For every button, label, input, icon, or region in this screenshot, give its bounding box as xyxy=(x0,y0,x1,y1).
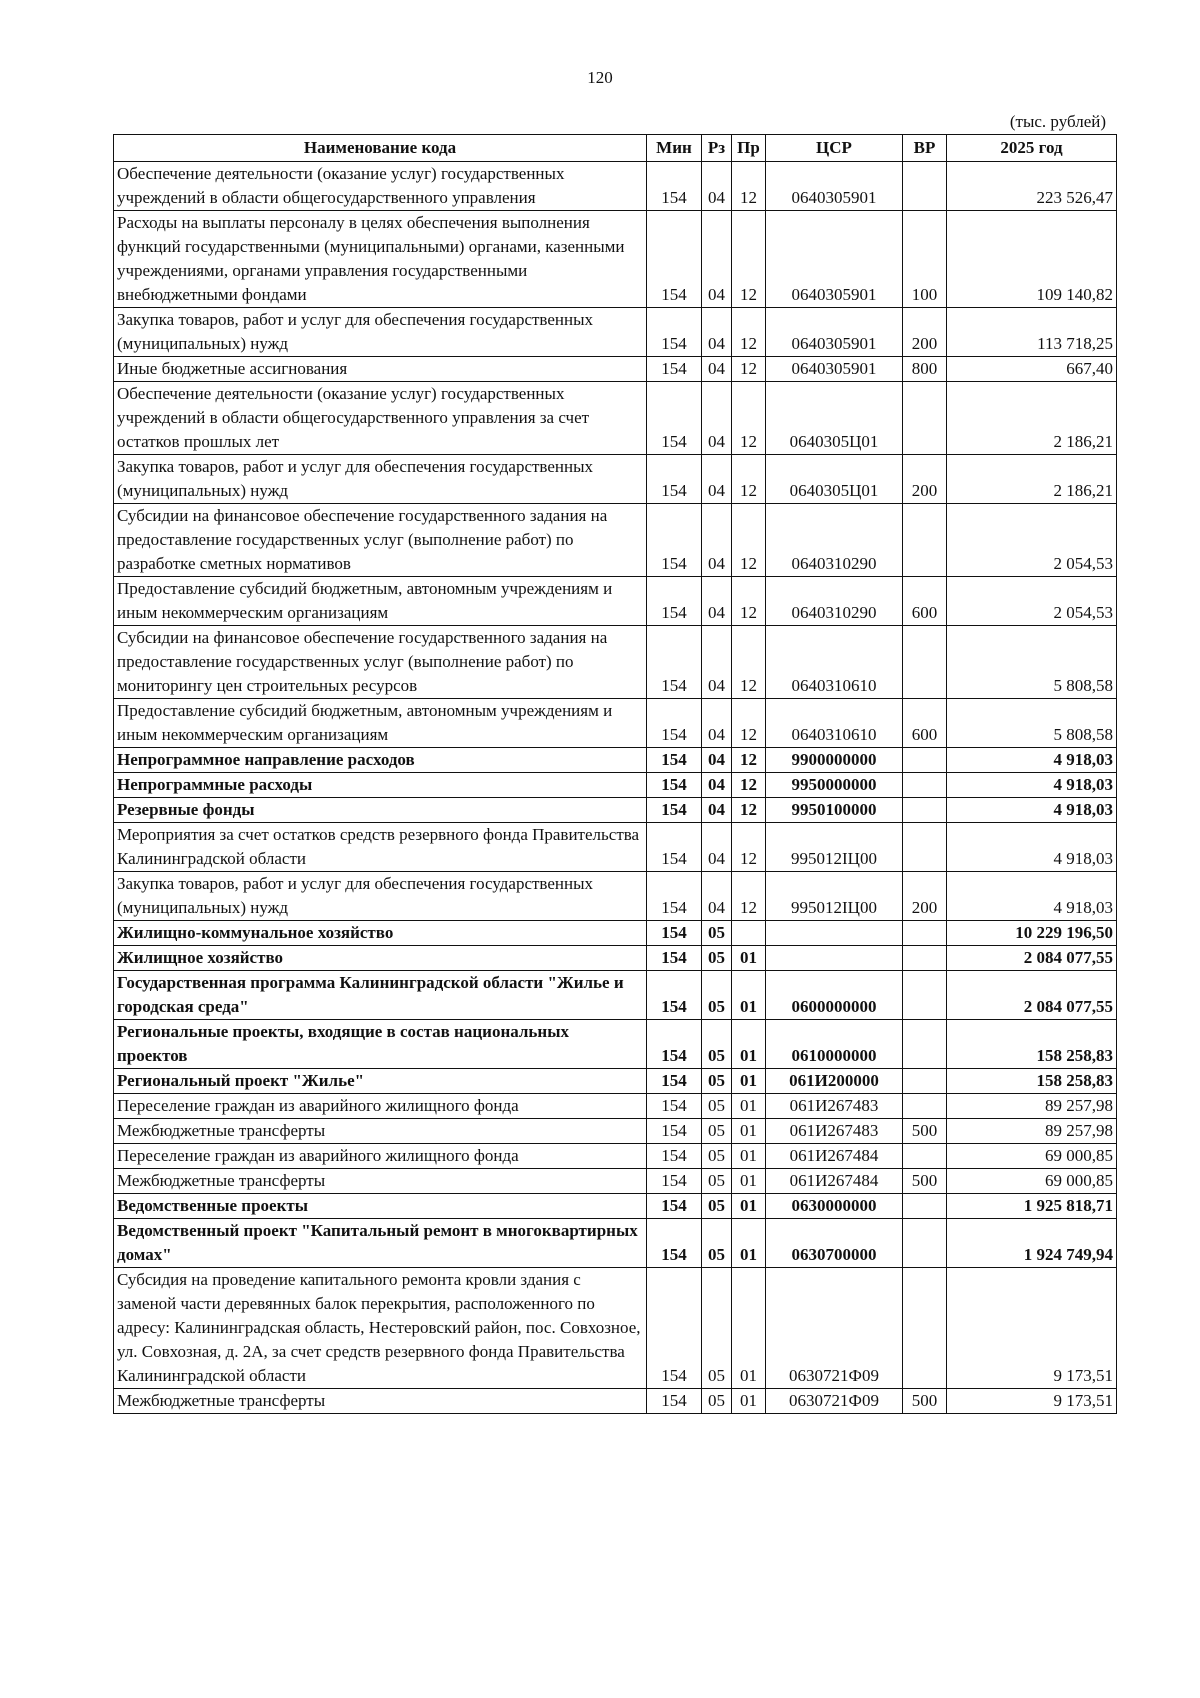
cell-rz: 05 xyxy=(702,1194,732,1219)
table-row xyxy=(114,823,1117,872)
cell-csr: 995012IЦ00 xyxy=(766,823,903,872)
cell-min: 154 xyxy=(647,162,702,211)
cell-pr: 01 xyxy=(732,1094,766,1119)
cell-name: Предоставление субсидий бюджетным, автономным учреждениям и иным некоммерческим организациям xyxy=(114,699,647,748)
cell-csr: 0630721Ф09 xyxy=(766,1268,903,1389)
cell-rz: 05 xyxy=(702,1094,732,1119)
table-row xyxy=(114,357,1117,382)
cell-name: Межбюджетные трансферты xyxy=(114,1389,647,1414)
cell-rz: 05 xyxy=(702,1144,732,1169)
cell-name: Межбюджетные трансферты xyxy=(114,1169,647,1194)
table-row xyxy=(114,1119,1117,1144)
budget-table xyxy=(113,134,1117,1414)
cell-csr: 9950000000 xyxy=(766,773,903,798)
cell-pr: 01 xyxy=(732,1268,766,1389)
header-min: Мин xyxy=(647,135,702,162)
cell-min: 154 xyxy=(647,971,702,1020)
cell-amount: 5 808,58 xyxy=(947,699,1117,748)
cell-pr: 01 xyxy=(732,1069,766,1094)
header-vr: ВР xyxy=(903,135,947,162)
cell-name: Жилищно-коммунальное хозяйство xyxy=(114,921,647,946)
cell-pr: 12 xyxy=(732,773,766,798)
table-row xyxy=(114,1194,1117,1219)
cell-min: 154 xyxy=(647,1389,702,1414)
cell-min: 154 xyxy=(647,455,702,504)
cell-name: Мероприятия за счет остатков средств резервного фонда Правительства Калининградской области xyxy=(114,823,647,872)
table-row xyxy=(114,1219,1117,1268)
cell-name: Субсидии на финансовое обеспечение государственного задания на предоставление государственных услуг (выполнение работ) по мониторингу цен строительных ресурсов xyxy=(114,626,647,699)
cell-vr xyxy=(903,1020,947,1069)
cell-amount: 158 258,83 xyxy=(947,1020,1117,1069)
cell-vr xyxy=(903,748,947,773)
header-name: Наименование кода xyxy=(114,135,647,162)
cell-amount: 223 526,47 xyxy=(947,162,1117,211)
cell-vr xyxy=(903,1094,947,1119)
cell-pr: 01 xyxy=(732,1144,766,1169)
cell-pr: 01 xyxy=(732,1194,766,1219)
cell-name: Резервные фонды xyxy=(114,798,647,823)
cell-csr: 0610000000 xyxy=(766,1020,903,1069)
cell-vr xyxy=(903,1069,947,1094)
cell-csr: 995012IЦ00 xyxy=(766,872,903,921)
cell-amount: 1 924 749,94 xyxy=(947,1219,1117,1268)
cell-name: Закупка товаров, работ и услуг для обеспечения государственных (муниципальных) нужд xyxy=(114,455,647,504)
cell-amount: 4 918,03 xyxy=(947,773,1117,798)
cell-csr: 0640305901 xyxy=(766,308,903,357)
cell-min: 154 xyxy=(647,577,702,626)
cell-rz: 05 xyxy=(702,921,732,946)
cell-rz: 04 xyxy=(702,382,732,455)
cell-amount: 2 186,21 xyxy=(947,382,1117,455)
cell-rz: 04 xyxy=(702,748,732,773)
cell-vr: 500 xyxy=(903,1389,947,1414)
cell-csr: 0640305901 xyxy=(766,357,903,382)
header-csr: ЦСР xyxy=(766,135,903,162)
cell-vr: 800 xyxy=(903,357,947,382)
table-row xyxy=(114,1389,1117,1414)
units-note: (тыс. рублей) xyxy=(1009,112,1106,131)
cell-vr xyxy=(903,946,947,971)
page-number: 120 xyxy=(587,68,613,87)
cell-rz: 04 xyxy=(702,357,732,382)
cell-min: 154 xyxy=(647,1094,702,1119)
cell-vr xyxy=(903,1194,947,1219)
cell-pr: 12 xyxy=(732,455,766,504)
cell-amount: 4 918,03 xyxy=(947,823,1117,872)
table-row xyxy=(114,211,1117,308)
cell-rz: 04 xyxy=(702,699,732,748)
cell-csr: 0640310290 xyxy=(766,577,903,626)
cell-min: 154 xyxy=(647,823,702,872)
cell-amount: 1 925 818,71 xyxy=(947,1194,1117,1219)
cell-pr: 12 xyxy=(732,211,766,308)
cell-name: Ведомственные проекты xyxy=(114,1194,647,1219)
cell-rz: 05 xyxy=(702,971,732,1020)
cell-min: 154 xyxy=(647,748,702,773)
cell-vr: 500 xyxy=(903,1169,947,1194)
cell-min: 154 xyxy=(647,1268,702,1389)
cell-pr: 12 xyxy=(732,308,766,357)
cell-amount: 89 257,98 xyxy=(947,1119,1117,1144)
table-row xyxy=(114,382,1117,455)
table-row xyxy=(114,872,1117,921)
cell-csr xyxy=(766,921,903,946)
cell-csr: 061И267483 xyxy=(766,1119,903,1144)
table-row xyxy=(114,773,1117,798)
cell-amount: 2 084 077,55 xyxy=(947,946,1117,971)
cell-amount: 9 173,51 xyxy=(947,1268,1117,1389)
cell-csr: 0640305901 xyxy=(766,162,903,211)
table-row xyxy=(114,971,1117,1020)
cell-amount: 2 084 077,55 xyxy=(947,971,1117,1020)
cell-amount: 5 808,58 xyxy=(947,626,1117,699)
cell-min: 154 xyxy=(647,382,702,455)
cell-vr xyxy=(903,1268,947,1389)
cell-rz: 04 xyxy=(702,504,732,577)
cell-rz: 05 xyxy=(702,1169,732,1194)
cell-pr: 12 xyxy=(732,823,766,872)
cell-rz: 05 xyxy=(702,1119,732,1144)
cell-csr: 0630721Ф09 xyxy=(766,1389,903,1414)
cell-min: 154 xyxy=(647,626,702,699)
cell-amount: 4 918,03 xyxy=(947,872,1117,921)
cell-name: Непрограммные расходы xyxy=(114,773,647,798)
cell-csr: 0640305Ц01 xyxy=(766,382,903,455)
cell-name: Ведомственный проект "Капитальный ремонт в многоквартирных домах" xyxy=(114,1219,647,1268)
cell-name: Жилищное хозяйство xyxy=(114,946,647,971)
table-row xyxy=(114,699,1117,748)
cell-min: 154 xyxy=(647,798,702,823)
cell-min: 154 xyxy=(647,921,702,946)
cell-amount: 69 000,85 xyxy=(947,1169,1117,1194)
table-row xyxy=(114,162,1117,211)
cell-pr: 01 xyxy=(732,1169,766,1194)
cell-min: 154 xyxy=(647,1020,702,1069)
table-row xyxy=(114,1169,1117,1194)
cell-vr: 600 xyxy=(903,577,947,626)
cell-vr xyxy=(903,921,947,946)
cell-min: 154 xyxy=(647,946,702,971)
cell-name: Государственная программа Калининградской области "Жилье и городская среда" xyxy=(114,971,647,1020)
cell-vr xyxy=(903,626,947,699)
cell-csr: 061И200000 xyxy=(766,1069,903,1094)
cell-name: Закупка товаров, работ и услуг для обеспечения государственных (муниципальных) нужд xyxy=(114,308,647,357)
cell-amount: 4 918,03 xyxy=(947,798,1117,823)
cell-pr xyxy=(732,921,766,946)
cell-amount: 113 718,25 xyxy=(947,308,1117,357)
cell-min: 154 xyxy=(647,1169,702,1194)
cell-rz: 04 xyxy=(702,211,732,308)
cell-name: Обеспечение деятельности (оказание услуг) государственных учреждений в области общегосударственного управления за счет остатков прошлых лет xyxy=(114,382,647,455)
cell-name: Субсидии на финансовое обеспечение государственного задания на предоставление государственных услуг (выполнение работ) по разработке сметных нормативов xyxy=(114,504,647,577)
cell-min: 154 xyxy=(647,872,702,921)
cell-csr: 0640310610 xyxy=(766,699,903,748)
cell-csr: 0600000000 xyxy=(766,971,903,1020)
cell-min: 154 xyxy=(647,1144,702,1169)
cell-vr: 500 xyxy=(903,1119,947,1144)
cell-pr: 12 xyxy=(732,798,766,823)
cell-csr: 0630700000 xyxy=(766,1219,903,1268)
cell-rz: 04 xyxy=(702,162,732,211)
cell-min: 154 xyxy=(647,308,702,357)
header-pr: Пр xyxy=(732,135,766,162)
table-row xyxy=(114,504,1117,577)
cell-name: Переселение граждан из аварийного жилищного фонда xyxy=(114,1144,647,1169)
cell-name: Региональные проекты, входящие в состав национальных проектов xyxy=(114,1020,647,1069)
cell-pr: 12 xyxy=(732,357,766,382)
cell-pr: 12 xyxy=(732,626,766,699)
table-row xyxy=(114,921,1117,946)
cell-pr: 12 xyxy=(732,872,766,921)
cell-vr: 200 xyxy=(903,455,947,504)
cell-name: Субсидия на проведение капитального ремонта кровли здания с заменой части деревянных балок перекрытия, расположенного по адресу: Калининградская область, Нестеровский район, пос. Совхозное, ул. Совхозная, д. 2А, за счет средств резервного фонда Правительства Калининградской области xyxy=(114,1268,647,1389)
cell-pr: 01 xyxy=(732,1020,766,1069)
cell-min: 154 xyxy=(647,1069,702,1094)
cell-name: Закупка товаров, работ и услуг для обеспечения государственных (муниципальных) нужд xyxy=(114,872,647,921)
cell-vr xyxy=(903,773,947,798)
cell-rz: 04 xyxy=(702,773,732,798)
cell-rz: 04 xyxy=(702,798,732,823)
cell-vr xyxy=(903,162,947,211)
cell-min: 154 xyxy=(647,504,702,577)
cell-min: 154 xyxy=(647,699,702,748)
cell-vr: 200 xyxy=(903,308,947,357)
cell-rz: 05 xyxy=(702,1219,732,1268)
cell-pr: 12 xyxy=(732,699,766,748)
cell-pr: 12 xyxy=(732,504,766,577)
cell-vr: 600 xyxy=(903,699,947,748)
cell-amount: 10 229 196,50 xyxy=(947,921,1117,946)
cell-name: Непрограммное направление расходов xyxy=(114,748,647,773)
cell-rz: 05 xyxy=(702,946,732,971)
table-header-row xyxy=(114,135,1117,162)
table-row xyxy=(114,798,1117,823)
cell-vr xyxy=(903,823,947,872)
cell-amount: 2 054,53 xyxy=(947,577,1117,626)
cell-csr xyxy=(766,946,903,971)
cell-vr xyxy=(903,971,947,1020)
cell-amount: 2 186,21 xyxy=(947,455,1117,504)
cell-amount: 89 257,98 xyxy=(947,1094,1117,1119)
cell-amount: 667,40 xyxy=(947,357,1117,382)
cell-amount: 9 173,51 xyxy=(947,1389,1117,1414)
table-row xyxy=(114,1268,1117,1389)
cell-rz: 05 xyxy=(702,1389,732,1414)
cell-vr: 200 xyxy=(903,872,947,921)
cell-rz: 04 xyxy=(702,577,732,626)
cell-amount: 158 258,83 xyxy=(947,1069,1117,1094)
cell-name: Расходы на выплаты персоналу в целях обеспечения выполнения функций государственными (муниципальными) органами, казенными учреждениями, органами управления государственными внебюджетными фондами xyxy=(114,211,647,308)
cell-pr: 12 xyxy=(732,162,766,211)
cell-amount: 2 054,53 xyxy=(947,504,1117,577)
cell-amount: 4 918,03 xyxy=(947,748,1117,773)
cell-amount: 109 140,82 xyxy=(947,211,1117,308)
table-row xyxy=(114,308,1117,357)
cell-csr: 9900000000 xyxy=(766,748,903,773)
cell-min: 154 xyxy=(647,211,702,308)
cell-name: Межбюджетные трансферты xyxy=(114,1119,647,1144)
header-rz: Рз xyxy=(702,135,732,162)
cell-csr: 9950100000 xyxy=(766,798,903,823)
cell-vr xyxy=(903,382,947,455)
cell-min: 154 xyxy=(647,1119,702,1144)
cell-min: 154 xyxy=(647,357,702,382)
cell-pr: 12 xyxy=(732,577,766,626)
cell-pr: 01 xyxy=(732,1119,766,1144)
cell-csr: 0640305Ц01 xyxy=(766,455,903,504)
cell-vr: 100 xyxy=(903,211,947,308)
cell-pr: 12 xyxy=(732,748,766,773)
cell-min: 154 xyxy=(647,773,702,798)
cell-vr xyxy=(903,798,947,823)
cell-pr: 01 xyxy=(732,971,766,1020)
header-amount: 2025 год xyxy=(947,135,1117,162)
cell-pr: 01 xyxy=(732,946,766,971)
cell-rz: 04 xyxy=(702,626,732,699)
cell-csr: 061И267484 xyxy=(766,1169,903,1194)
cell-csr: 0640305901 xyxy=(766,211,903,308)
cell-csr: 0640310610 xyxy=(766,626,903,699)
cell-csr: 0640310290 xyxy=(766,504,903,577)
cell-name: Региональный проект "Жилье" xyxy=(114,1069,647,1094)
cell-csr: 061И267484 xyxy=(766,1144,903,1169)
cell-name: Предоставление субсидий бюджетным, автономным учреждениям и иным некоммерческим организациям xyxy=(114,577,647,626)
cell-amount: 69 000,85 xyxy=(947,1144,1117,1169)
cell-pr: 01 xyxy=(732,1389,766,1414)
cell-pr: 01 xyxy=(732,1219,766,1268)
cell-vr xyxy=(903,1219,947,1268)
table-row xyxy=(114,946,1117,971)
cell-rz: 05 xyxy=(702,1268,732,1389)
cell-name: Иные бюджетные ассигнования xyxy=(114,357,647,382)
table-row xyxy=(114,1020,1117,1069)
cell-rz: 04 xyxy=(702,308,732,357)
cell-rz: 05 xyxy=(702,1069,732,1094)
cell-rz: 04 xyxy=(702,872,732,921)
table-row xyxy=(114,1144,1117,1169)
table-row xyxy=(114,748,1117,773)
cell-csr: 0630000000 xyxy=(766,1194,903,1219)
cell-min: 154 xyxy=(647,1194,702,1219)
cell-rz: 05 xyxy=(702,1020,732,1069)
cell-name: Обеспечение деятельности (оказание услуг) государственных учреждений в области общегосударственного управления xyxy=(114,162,647,211)
cell-pr: 12 xyxy=(732,382,766,455)
cell-rz: 04 xyxy=(702,455,732,504)
cell-rz: 04 xyxy=(702,823,732,872)
table-row xyxy=(114,1069,1117,1094)
cell-vr xyxy=(903,1144,947,1169)
table-row xyxy=(114,455,1117,504)
table-row xyxy=(114,1094,1117,1119)
cell-min: 154 xyxy=(647,1219,702,1268)
cell-vr xyxy=(903,504,947,577)
cell-name: Переселение граждан из аварийного жилищного фонда xyxy=(114,1094,647,1119)
table-row xyxy=(114,577,1117,626)
table-row xyxy=(114,626,1117,699)
cell-csr: 061И267483 xyxy=(766,1094,903,1119)
